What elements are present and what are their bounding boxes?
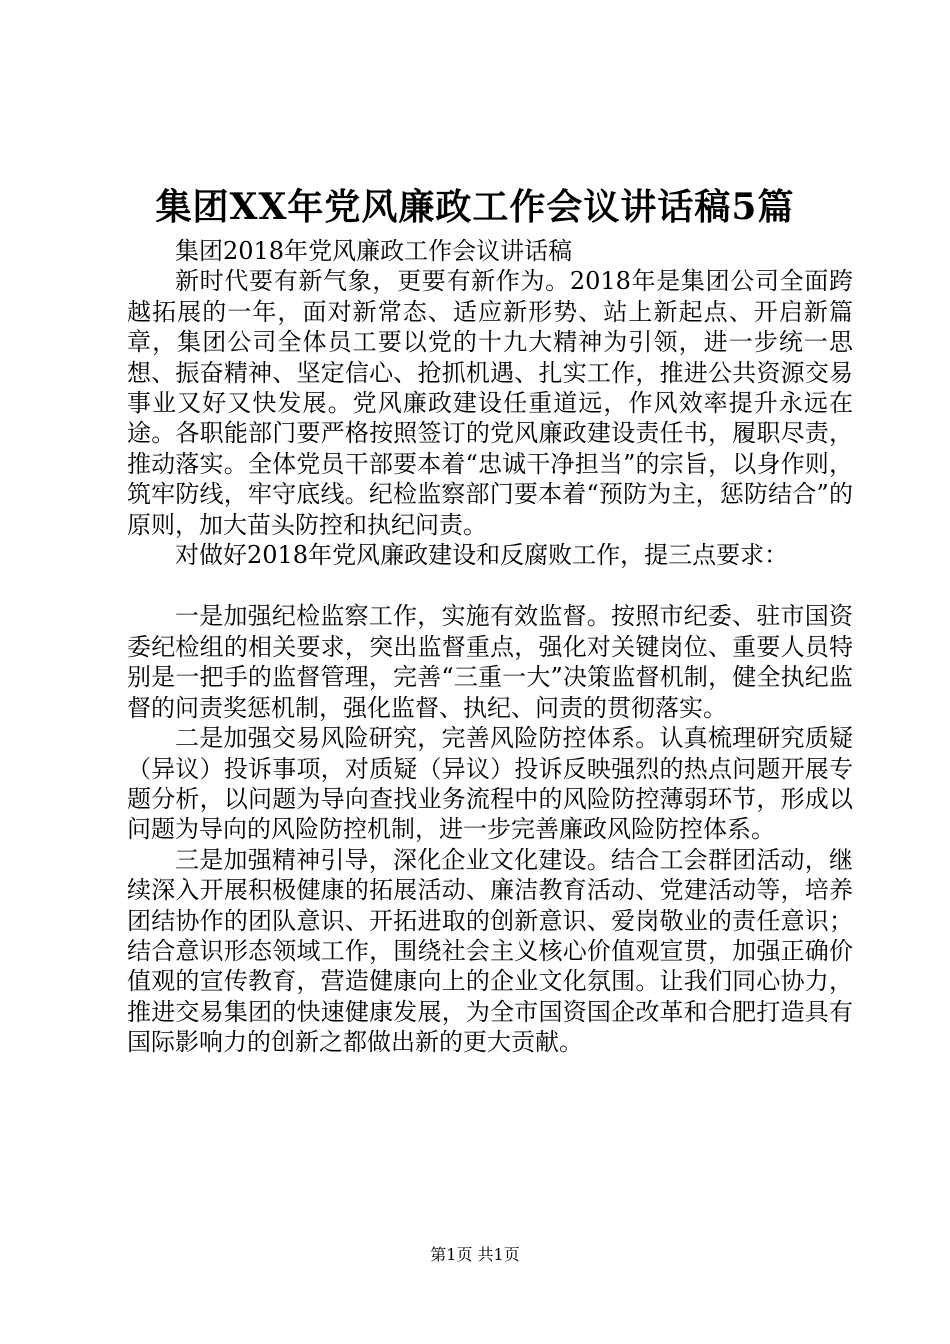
page-footer: 第1页 共1页 bbox=[430, 1245, 520, 1264]
paragraph-spacer bbox=[127, 570, 853, 601]
paragraph-requirement-three: 三是加强精神引导，深化企业文化建设。结合工会群团活动，继续深入开展积极健康的拓展活动、廉洁教育活动、党建活动等，培养团结协作的团队意识、开拓进取的创新意识、爱岗敬业的责任意识；结合意识形态领域工作，围绕社会主义核心价值观宣贯，加强正确价值观的宣传教育，营造健康向上的企业文化氛围。让我们同心协力，推进交易集团的快速健康发展，为全市国资国企改革和合肥打造具有国际影响力的创新之都做出新的更大贡献。 bbox=[127, 845, 853, 1057]
paragraph-requirement-two: 二是加强交易风险研究，完善风险防控体系。认真梳理研究质疑（异议）投诉事项，对质疑（异议）投诉反映强烈的热点问题开展专题分析，以问题为导向查找业务流程中的风险防控薄弱环节，形成以问题为导向的风险防控机制，进一步完善廉政风险防控体系。 bbox=[127, 724, 853, 844]
speech-subtitle: 集团2018年党风廉政工作会议讲话稿 bbox=[175, 237, 573, 265]
paragraph-requirement-one: 一是加强纪检监察工作，实施有效监督。按照市纪委、驻市国资委纪检组的相关要求，突出监督重点，强化对关键岗位、重要人员特别是一把手的监督管理，完善“三重一大”决策监督机制，健全执纪监督的问责奖惩机制，强化监督、执纪、问责的贯彻落实。 bbox=[127, 602, 853, 722]
paragraph-requirements-lead: 对做好2018年党风廉政建设和反腐败工作，提三点要求： bbox=[175, 541, 789, 570]
document-body bbox=[127, 236, 853, 1058]
paragraph-intro: 新时代要有新气象，更要有新作为。2018年是集团公司全面跨越拓展的一年，面对新常态、适应新形势、站上新起点、开启新篇章，集团公司全体员工要以党的十九大精神为引领，进一步统一思想、振奋精神、坚定信心、抢抓机遇、扎实工作，推进公共资源交易事业又好又快发展。党风廉政建设任重道远，作风效率提升永远在途。各职能部门要严格按照签订的党风廉政建设责任书，履职尽责，推动落实。全体党员干部要本着“忠诚干净担当”的宗旨，以身作则，筑牢防线，牢守底线。纪检监察部门要本着“预防为主，惩防结合”的原则，加大苗头防控和执纪问责。 bbox=[127, 267, 853, 539]
document-title: 集团XX年党风廉政工作会议讲话稿5篇 bbox=[155, 186, 795, 228]
